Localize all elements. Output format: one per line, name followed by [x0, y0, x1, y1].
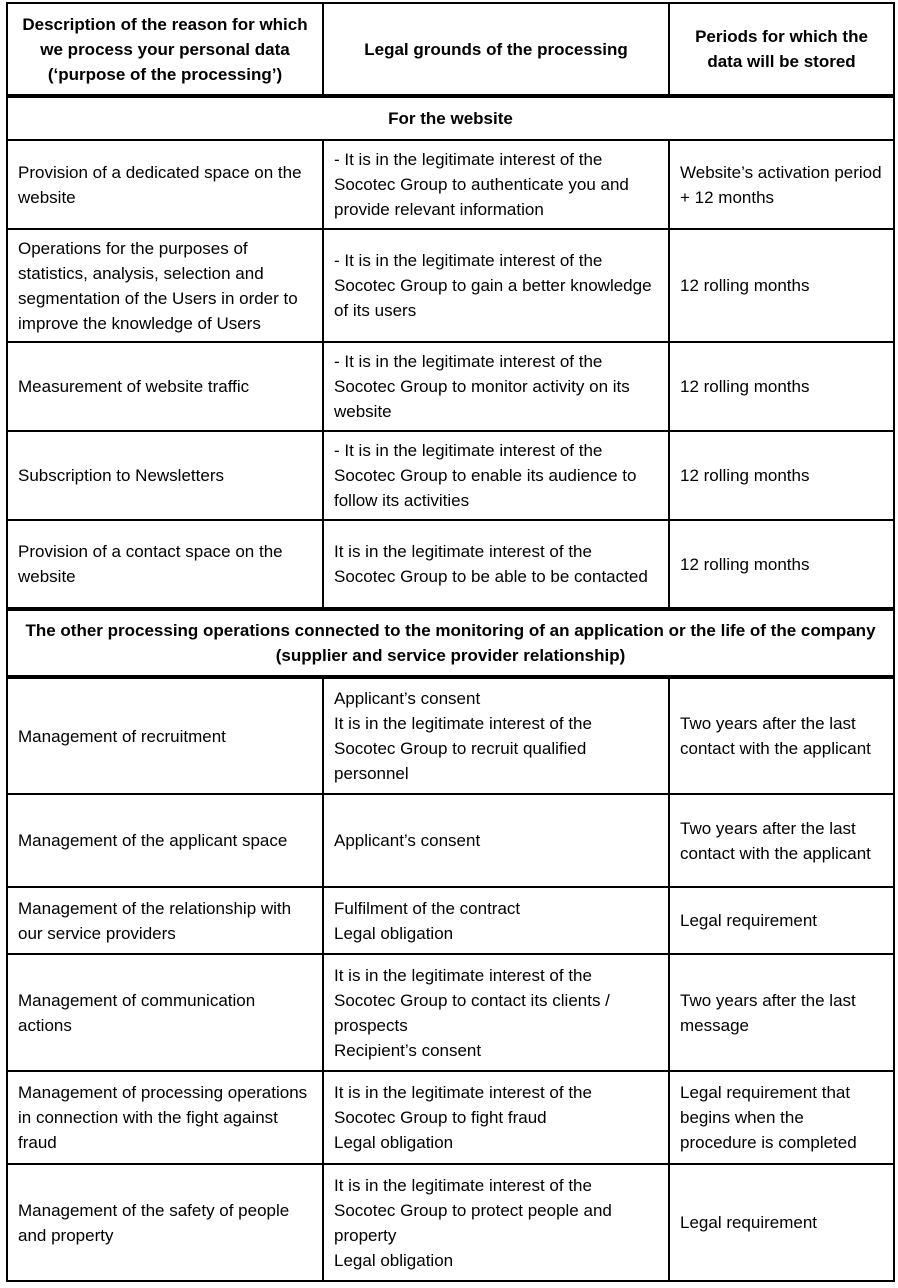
purpose-cell: Management of the relationship with our service providers	[7, 887, 323, 954]
period-cell: Legal requirement that begins when the procedure is completed	[669, 1071, 894, 1164]
purpose-cell: Management of recruitment	[7, 677, 323, 794]
table-row	[7, 1071, 894, 1164]
table-row	[7, 431, 894, 520]
section-title: For the website	[7, 96, 894, 140]
header-purpose: Description of the reason for which we process your personal data (‘purpose of the processing’)	[7, 3, 323, 96]
legal-cell	[323, 954, 669, 1071]
purpose-cell: Management of the applicant space	[7, 794, 323, 887]
period-cell: 12 rolling months	[669, 431, 894, 520]
legal-line: Recipient’s consent	[334, 1040, 482, 1060]
table-row	[7, 794, 894, 887]
period-cell: Legal requirement	[669, 1164, 894, 1281]
table-row	[7, 887, 894, 954]
purpose-cell: Operations for the purposes of statistics, analysis, selection and segmentation of the Users in order to improve the knowledge of Users	[7, 229, 323, 342]
legal-cell: - It is in the legitimate interest of the Socotec Group to gain a better knowledge of its users	[323, 229, 669, 342]
table-row	[7, 342, 894, 431]
table-row	[7, 520, 894, 609]
header-legal-grounds: Legal grounds of the processing	[323, 3, 669, 96]
section-header-website	[7, 96, 894, 140]
legal-cell: It is in the legitimate interest of the Socotec Group to be able to be contacted	[323, 520, 669, 609]
legal-cell	[323, 677, 669, 794]
section-title: The other processing operations connected to the monitoring of an application or the life of the company (supplier and service provider relationship)	[7, 609, 894, 677]
data-processing-table	[6, 2, 895, 1282]
period-cell: Two years after the last contact with the applicant	[669, 677, 894, 794]
legal-line: It is in the legitimate interest of the Socotec Group to protect people and property	[334, 1175, 612, 1245]
table-row	[7, 1164, 894, 1281]
legal-cell: Applicant’s consent	[323, 794, 669, 887]
table-row	[7, 140, 894, 229]
header-row	[7, 3, 894, 96]
purpose-cell: Management of the safety of people and property	[7, 1164, 323, 1281]
legal-cell: - It is in the legitimate interest of the Socotec Group to monitor activity on its website	[323, 342, 669, 431]
legal-cell: - It is in the legitimate interest of the Socotec Group to authenticate you and provide relevant information	[323, 140, 669, 229]
purpose-cell: Management of communication actions	[7, 954, 323, 1071]
period-cell: Two years after the last contact with the applicant	[669, 794, 894, 887]
legal-cell	[323, 1164, 669, 1281]
purpose-cell: Measurement of website traffic	[7, 342, 323, 431]
purpose-cell: Provision of a contact space on the website	[7, 520, 323, 609]
table-row	[7, 677, 894, 794]
purpose-cell: Provision of a dedicated space on the website	[7, 140, 323, 229]
legal-line: It is in the legitimate interest of the Socotec Group to contact its clients / prospects	[334, 965, 610, 1035]
legal-cell	[323, 1071, 669, 1164]
section-header-other-processing	[7, 609, 894, 677]
legal-line: Applicant’s consent	[334, 689, 481, 708]
header-storage-periods: Periods for which the data will be stored	[669, 3, 894, 96]
legal-line: Legal obligation	[334, 1250, 454, 1270]
table-row	[7, 954, 894, 1071]
data-processing-table-container	[6, 2, 893, 1282]
period-cell: 12 rolling months	[669, 520, 894, 609]
legal-cell: - It is in the legitimate interest of the Socotec Group to enable its audience to follow its activities	[323, 431, 669, 520]
legal-cell	[323, 887, 669, 954]
period-cell: 12 rolling months	[669, 342, 894, 431]
legal-line: It is in the legitimate interest of the Socotec Group to recruit qualified personnel	[334, 714, 592, 783]
legal-line: Legal obligation	[334, 1133, 454, 1152]
table-row	[7, 229, 894, 342]
purpose-cell: Management of processing operations in connection with the fight against fraud	[7, 1071, 323, 1164]
period-cell: Legal requirement	[669, 887, 894, 954]
period-cell: 12 rolling months	[669, 229, 894, 342]
legal-line: It is in the legitimate interest of the Socotec Group to fight fraud	[334, 1083, 592, 1127]
legal-line: Legal obligation	[334, 923, 454, 943]
legal-line: Fulfilment of the contract	[334, 898, 521, 918]
period-cell: Two years after the last message	[669, 954, 894, 1071]
period-cell: Website’s activation period + 12 months	[669, 140, 894, 229]
purpose-cell: Subscription to Newsletters	[7, 431, 323, 520]
